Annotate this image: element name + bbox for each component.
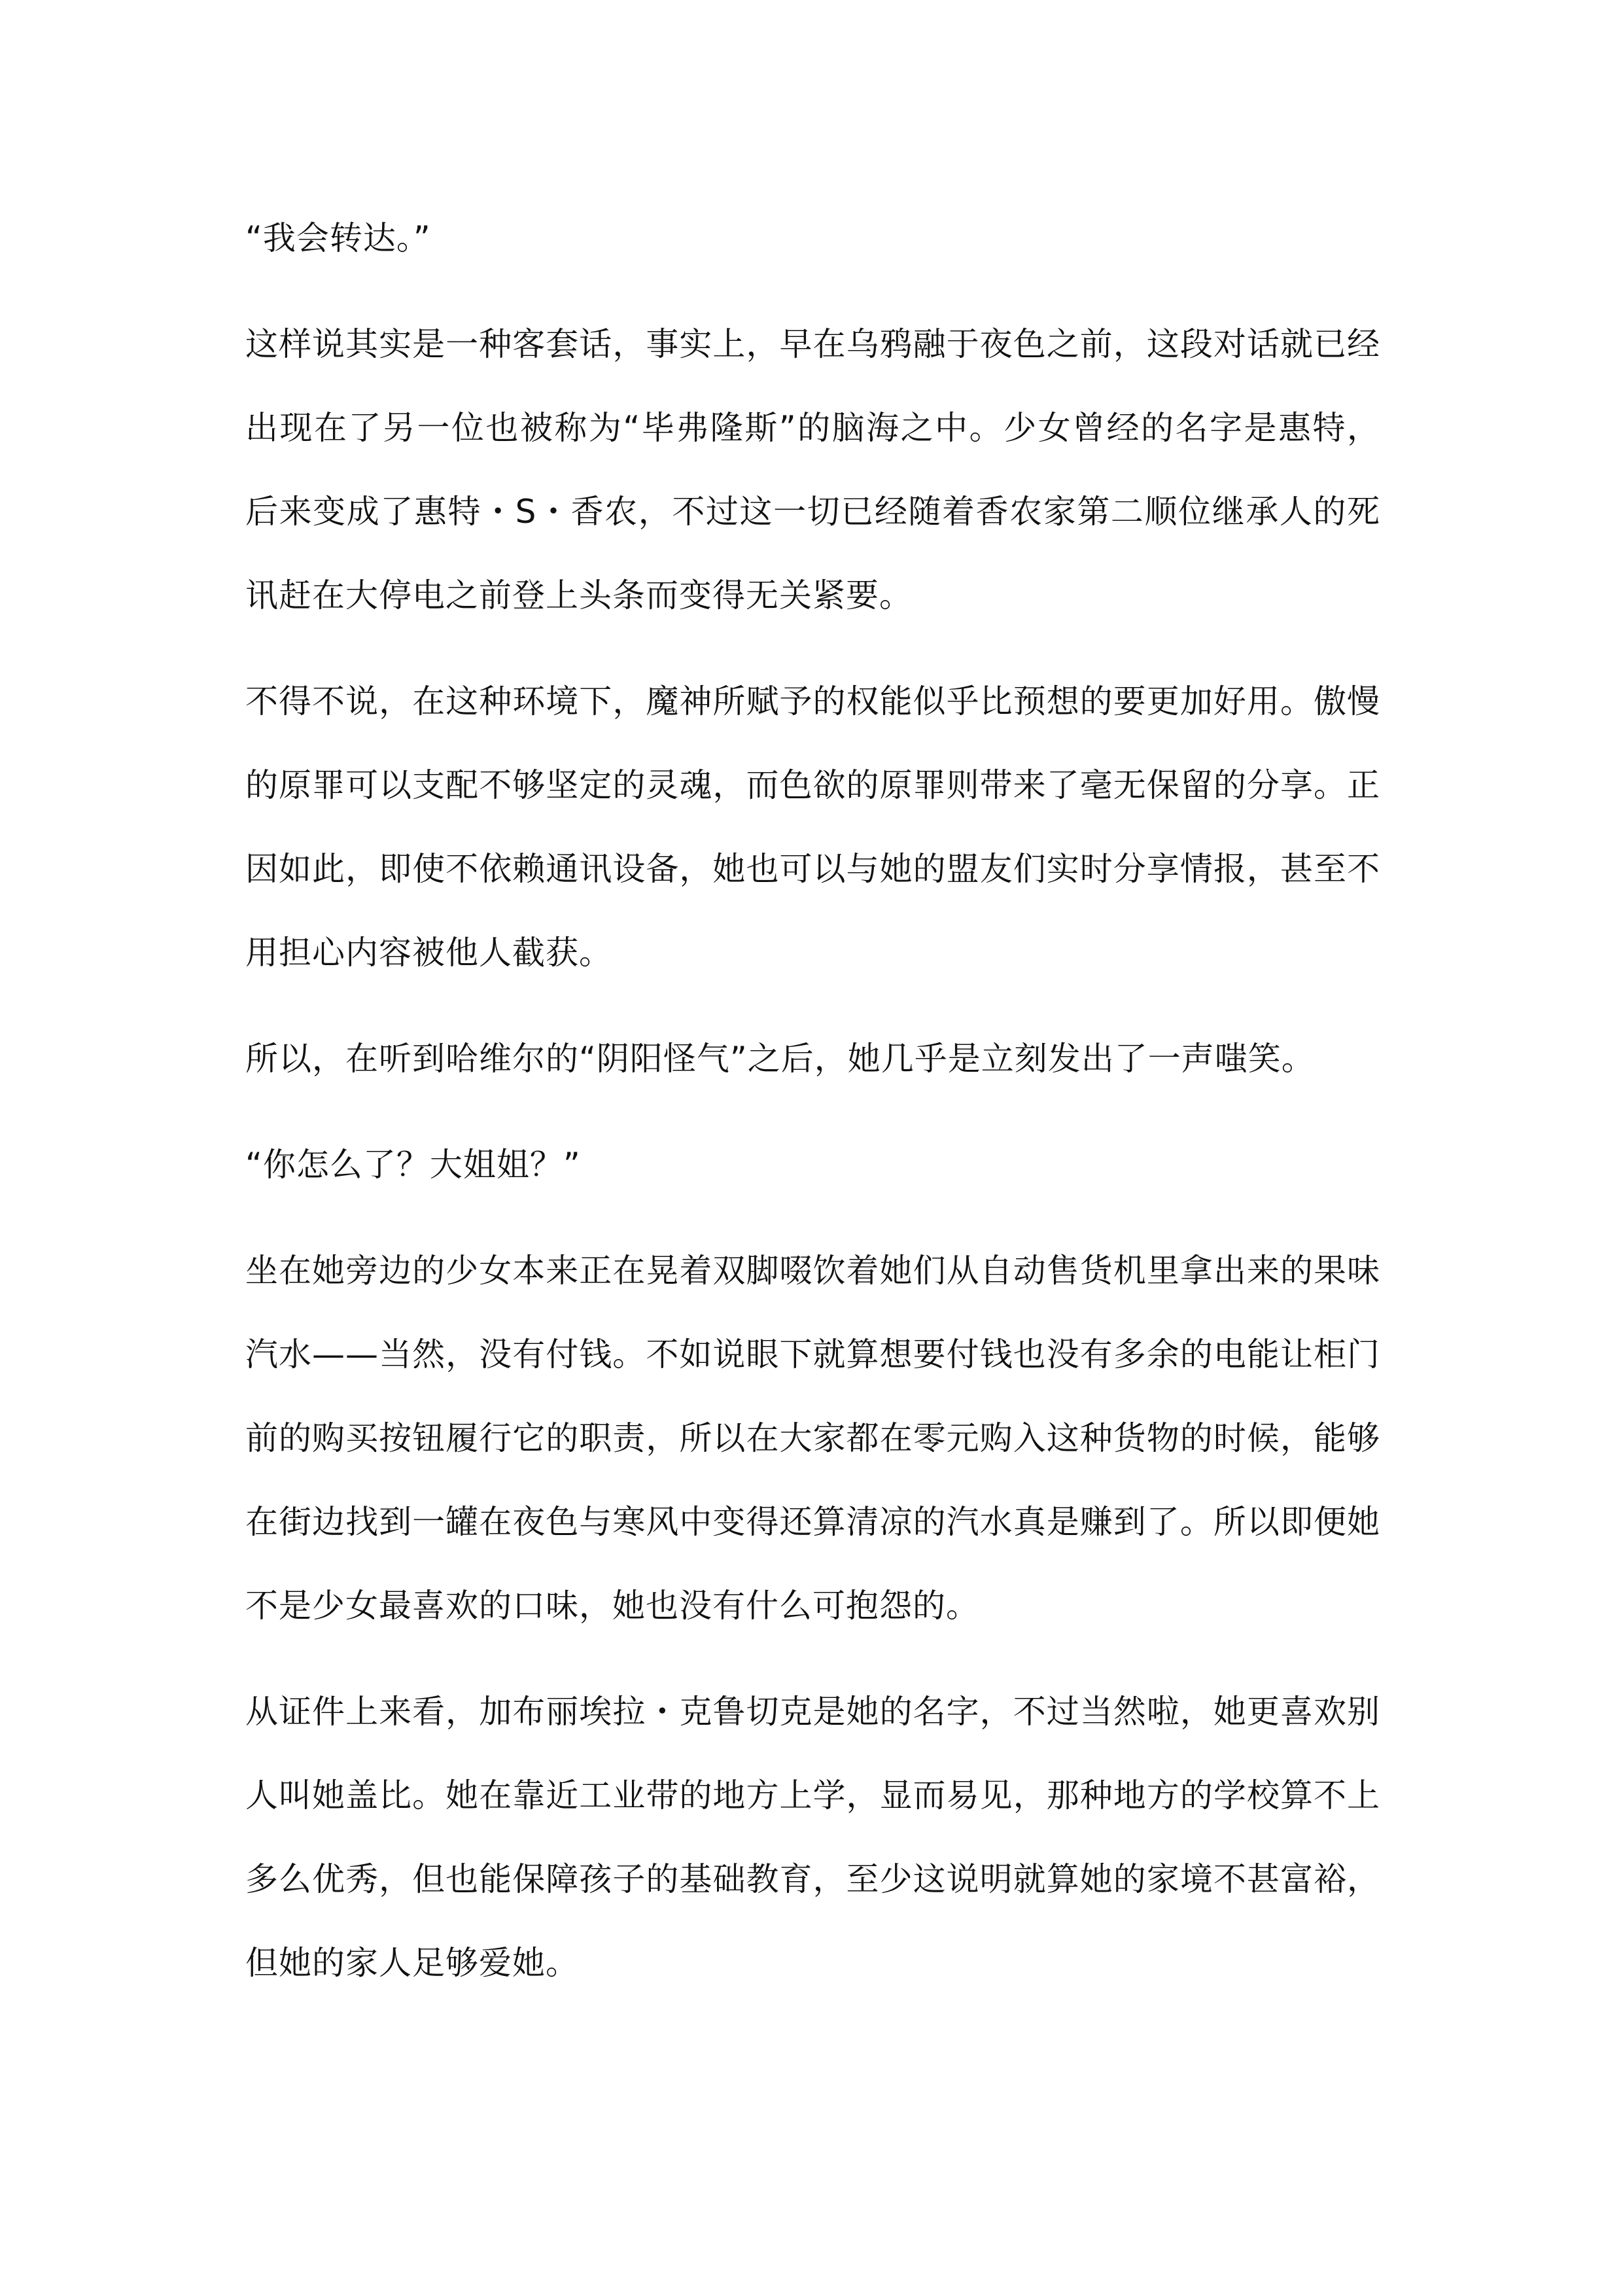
paragraph-7: 从证件上来看，加布丽埃拉・克鲁切克是她的名字，不过当然啦，她更喜欢别人叫她盖比。她在靠近工业带的地方上学，显而易见，那种地方的学校算不上多么优秀，但也能保障孩子的基础教育，至少这说明就算她的家境不甚富裕，但她的家人足够爱她。 — [245, 1693, 1380, 1982]
paragraph-3: 不得不说，在这种环境下，魔神所赋予的权能似乎比预想的要更加好用。傲慢的原罪可以支配不够坚定的灵魂，而色欲的原罪则带来了毫无保留的分享。正因如此，即使不依赖通讯设备，她也可以与她的盟友们实时分享情报，甚至不用担心内容被他人截获。 — [245, 682, 1380, 972]
story-text — [245, 196, 1380, 2027]
paragraph-6: 坐在她旁边的少女本来正在晃着双脚啜饮着她们从自动售货机里拿出来的果味汽水——当然，没有付钱。不如说眼下就算想要付钱也没有多余的电能让柜门前的购买按钮履行它的职责，所以在大家都在零元购入这种货物的时候，能够在街边找到一罐在夜色与寒风中变得还算清凉的汽水真是赚到了。所以即便她不是少女最喜欢的口味，她也没有什么可抱怨的。 — [245, 1252, 1380, 1625]
paragraph-1: “我会转达。” — [245, 219, 431, 257]
paragraph-4: 所以，在听到哈维尔的“阴阳怪气”之后，她几乎是立刻发出了一声嗤笑。 — [245, 1040, 1315, 1078]
paragraph-2: 这样说其实是一种客套话，事实上，早在乌鸦融于夜色之前，这段对话就已经出现在了另一位也被称为“毕弗隆斯”的脑海之中。少女曾经的名字是惠特，后来变成了惠特・S・香农，不过这一切已经随着香农家第二顺位继承人的死讯赶在大停电之前登上头条而变得无关紧要。 — [245, 325, 1380, 614]
paragraph-5: “你怎么了？大姐姐？” — [245, 1146, 581, 1184]
